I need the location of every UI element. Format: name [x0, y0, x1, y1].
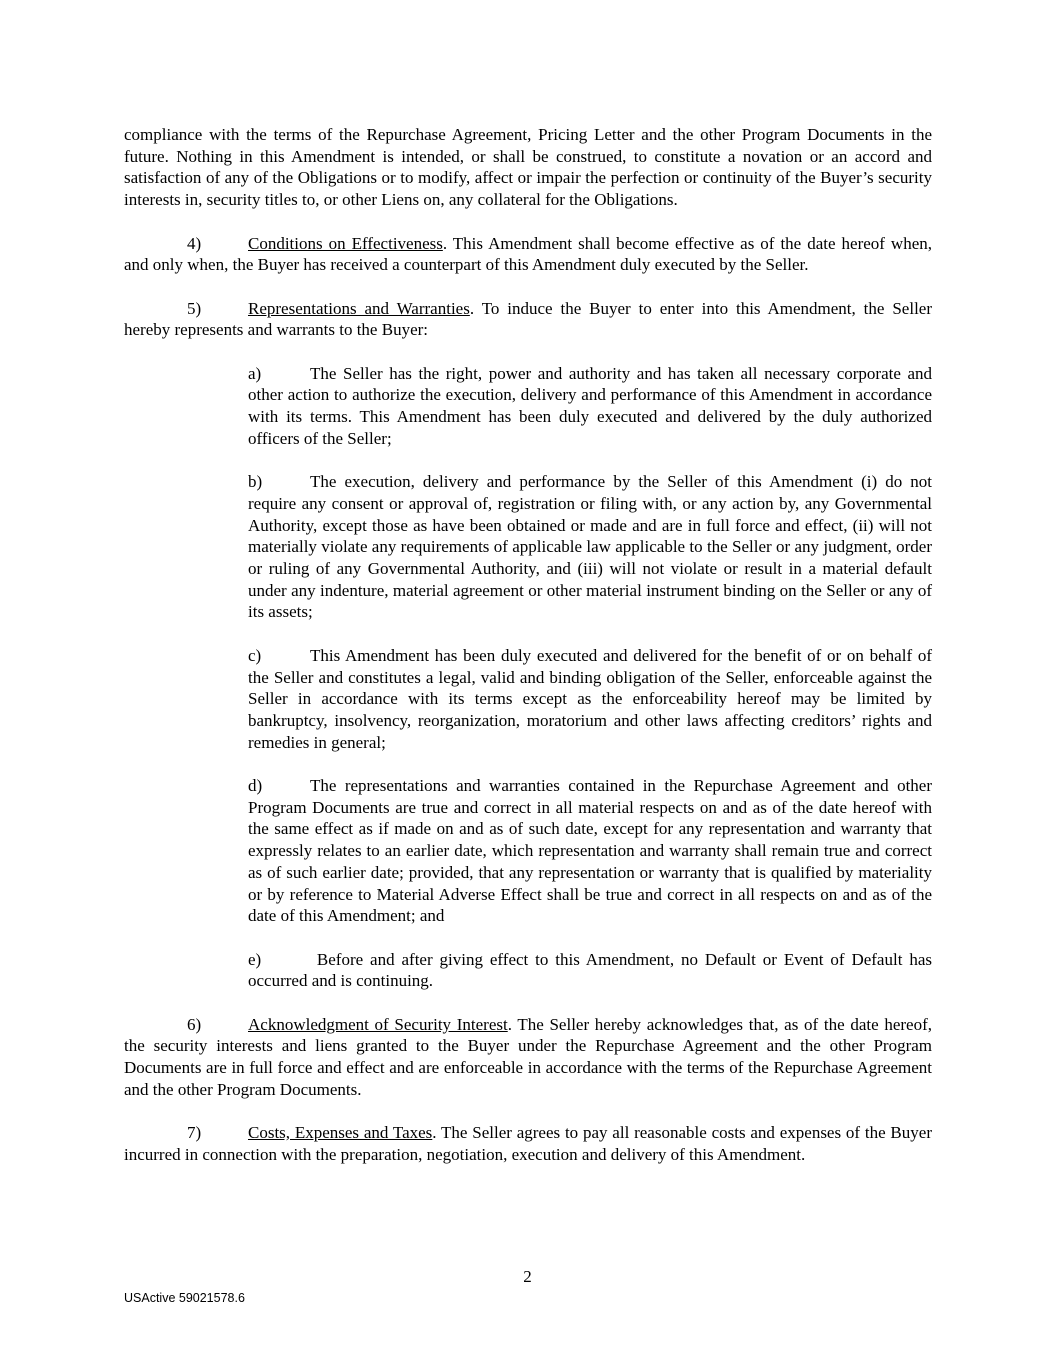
subsection-text: The execution, delivery and performance by the Seller of this Amendment (i) do not require any consent or approval of, registration or filing with, or any action by, any Governmental Authority, except those as have been obtained or made and are in full force and effect, (ii) will not materially violate any requirements of applicable law applicable to the Seller or any judgment, order or ruling of any Governmental Authority, and (iii) will not violate or result in a material default under any indenture, material agreement or other material instrument binding on the Seller or any of its assets;	[248, 472, 932, 622]
section-4	[124, 233, 932, 276]
section-body: . This Amendment shall become effective as of the date hereof when, and only when, the Buyer has received a counterpart of this Amendment duly executed by the Seller.	[124, 233, 932, 275]
subsection-text: The Seller has the right, power and authority and has taken all necessary corporate and other action to authorize the execution, delivery and performance of this Amendment in accordance with its terms. This Amendment has been duly executed and delivered by the duly authorized officers of the Seller;	[248, 363, 932, 448]
subsection-letter: a)	[248, 363, 262, 383]
section-heading: Costs, Expenses and Taxes	[248, 1123, 433, 1143]
page-number: 2	[523, 1267, 532, 1286]
subsection-text: The representations and warranties contained in the Repurchase Agreement and other Program Documents are true and correct in all material respects on and as of the date hereof with the same effect as if made on and as of such date, except for any representation and warranty that expressly relates to an earlier date, which representation and warranty shall remain true and correct as of such earlier date; provided, that any representation or warranty that is qualified by materiality or by reference to Material Adverse Effect shall be true and correct in all respects on and as of the date of this Amendment; and	[248, 776, 932, 926]
subsection-a	[248, 363, 932, 450]
section-number: 5)	[187, 298, 202, 318]
subsection-c	[248, 645, 932, 754]
section-number: 4)	[187, 233, 202, 253]
section-body: . The Seller hereby acknowledges that, as of the date hereof, the security interests and liens granted to the Buyer under the Repurchase Agreement and the other Program Documents are in full force and effect and are enforceable in accordance with the terms of the Repurchase Agreement and the other Program Documents.	[124, 1014, 932, 1099]
subsection-e	[248, 949, 932, 992]
section-number: 6)	[187, 1014, 202, 1034]
subsection-letter: d)	[248, 776, 263, 795]
subsection-d	[248, 775, 932, 927]
section-body: . The Seller agrees to pay all reasonable costs and expenses of the Buyer incurred in connection with the preparation, negotiation, execution and delivery of this Amendment.	[124, 1123, 932, 1164]
section-7	[124, 1122, 932, 1165]
section-6	[124, 1014, 932, 1101]
subsection-letter: e)	[248, 949, 262, 969]
section-number: 7)	[187, 1123, 202, 1143]
document-id: USActive 59021578.6	[124, 1291, 245, 1305]
section-heading: Acknowledgment of Security Interest	[248, 1014, 508, 1034]
section-heading: Representations and Warranties	[248, 298, 470, 318]
section-body: . To induce the Buyer to enter into this Amendment, the Seller hereby represents and warrants to the Buyer:	[124, 298, 933, 340]
subsection-letter: b)	[248, 472, 263, 492]
subsection-text: This Amendment has been duly executed and delivered for the benefit of or on behalf of the Seller and constitutes a legal, valid and binding obligation of the Seller, enforceable against the Seller in accordance with its terms except as the enforceability hereof may be limited by bankruptcy, insolvency, reorganization, moratorium and other laws affecting creditors’ rights and remedies in general;	[248, 645, 932, 752]
section-5	[124, 298, 932, 341]
subsection-text: Before and after giving effect to this Amendment, no Default or Event of Default has occurred and is continuing.	[248, 949, 932, 991]
subsection-letter: c)	[248, 645, 262, 665]
continuation-paragraph: compliance with the terms of the Repurchase Agreement, Pricing Letter and the other Program Documents in the future. Nothing in this Amendment is intended, or shall be construed, to constitute a novation or an accord and satisfaction of any of the Obligations or to modify, affect or impair the perfection or continuity of the Buyer’s security interests in, security titles to, or other Liens on, any collateral for the Obligations.	[124, 125, 932, 210]
subsection-b	[248, 471, 932, 623]
section-heading: Conditions on Effectiveness	[248, 233, 443, 253]
document-page	[124, 124, 932, 1187]
